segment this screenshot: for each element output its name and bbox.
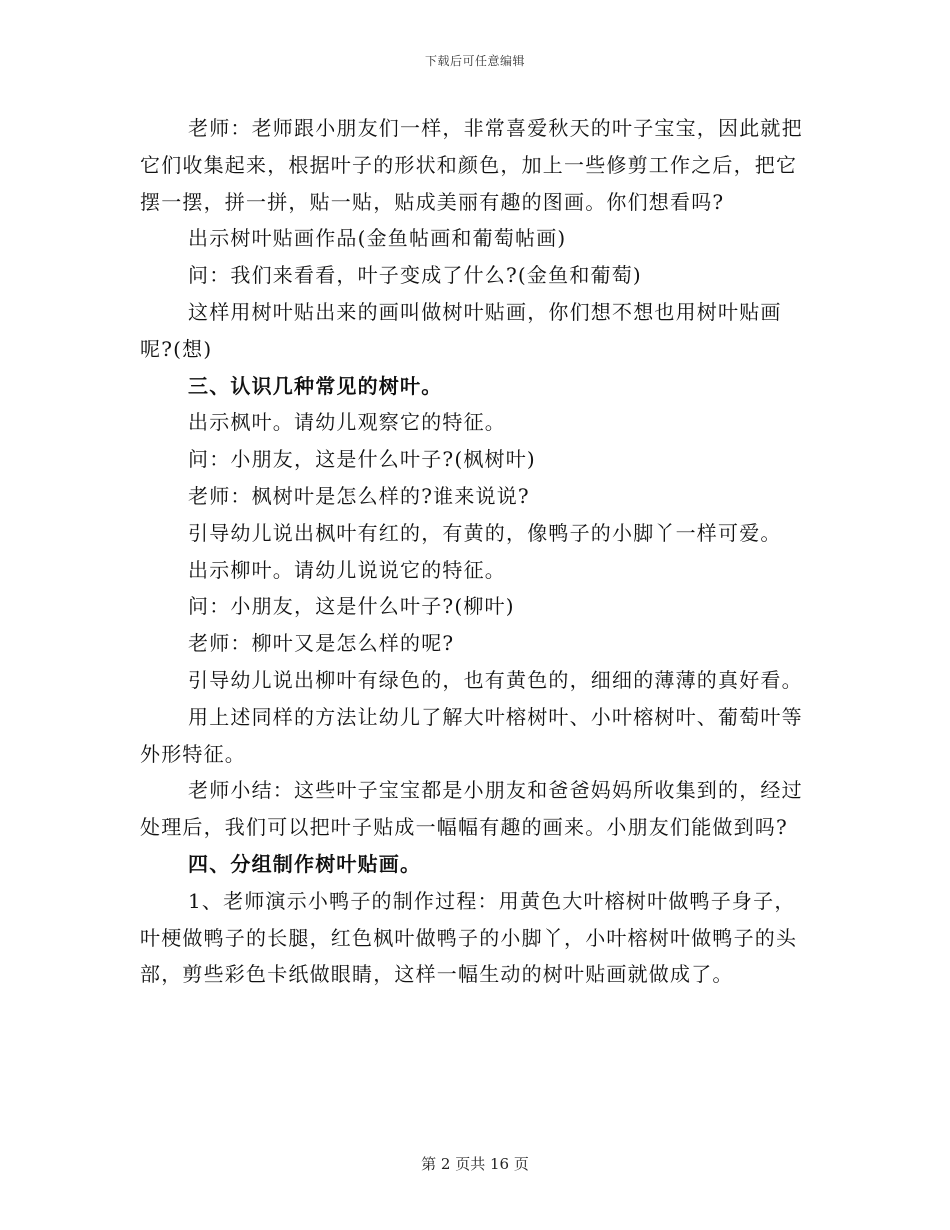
paragraph: 这样用树叶贴出来的画叫做树叶贴画，你们想不想也用树叶贴画呢?(想) [140,299,782,361]
paragraph: 老师：柳叶又是怎么样的呢? [188,631,455,656]
document-body [140,110,810,993]
section-heading: 四、分组制作树叶贴画。 [188,851,422,876]
paragraph: 老师：枫树叶是怎么样的?谁来说说? [188,483,530,508]
paragraph: 出示树叶贴画作品(金鱼帖画和葡萄帖画) [188,226,567,251]
paragraph: 老师：老师跟小朋友们一样，非常喜爱秋天的叶子宝宝，因此就把它们收集起来，根据叶子的形状和颜色，加上一些修剪工作之后，把它摆一摆，拼一拼，贴一贴，贴成美丽有趣的图画。你们想看吗? [140,116,803,214]
paragraph: 问：我们来看看，叶子变成了什么?(金鱼和葡萄) [188,263,642,288]
paragraph: 出示枫叶。请幼儿观察它的特征。 [188,410,506,435]
paragraph: 问：小朋友，这是什么叶子?(枫树叶) [188,447,536,472]
page-number: 第 2 页共 16 页 [421,1155,529,1173]
paragraph: 引导幼儿说出枫叶有红的，有黄的，像鸭子的小脚丫一样可爱。 [188,520,782,545]
paragraph: 出示柳叶。请幼儿说说它的特征。 [188,557,506,582]
paragraph: 用上述同样的方法让幼儿了解大叶榕树叶、小叶榕树叶、葡萄叶等外形特征。 [140,704,803,766]
section-heading: 三、认识几种常见的树叶。 [188,373,443,398]
page-header: 下载后可任意编辑 [424,54,525,68]
paragraph: 问：小朋友，这是什么叶子?(柳叶) [188,594,515,619]
paragraph: 1、老师演示小鸭子的制作过程：用黄色大叶榕树叶做鸭子身子，叶梗做鸭子的长腿，红色枫叶做鸭子的小脚丫，小叶榕树叶做鸭子的头部，剪些彩色卡纸做眼睛，这样一幅生动的树叶贴画就做成了。 [140,888,798,987]
paragraph: 老师小结：这些叶子宝宝都是小朋友和爸爸妈妈所收集到的，经过处理后，我们可以把叶子贴成一幅幅有趣的画来。小朋友们能做到吗? [140,778,803,840]
paragraph: 引导幼儿说出柳叶有绿色的，也有黄色的，细细的薄薄的真好看。 [188,667,803,692]
